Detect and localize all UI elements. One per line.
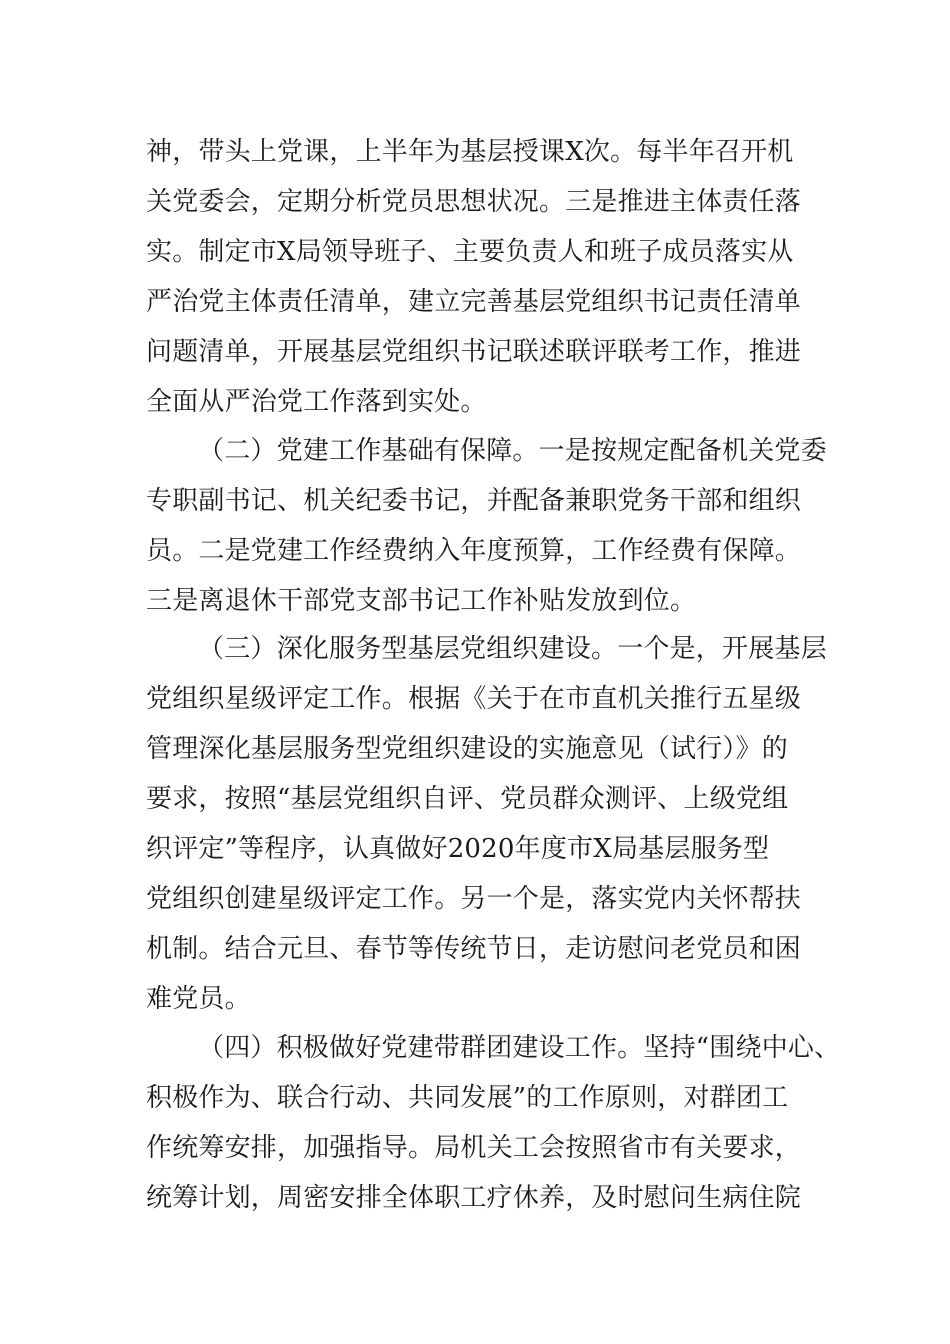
text-line: 织评定”等程序，认真做好2020年度市X局基层服务型 [146, 834, 770, 864]
text-line: 实。制定市X局领导班子、主要负责人和班子成员落实从 [146, 237, 794, 267]
text-line: 党组织创建星级评定工作。另一个是，落实党内关怀帮扶 [146, 884, 802, 914]
text-line: 严治党主体责任清单，建立完善基层党组织书记责任清单 [146, 287, 802, 317]
text-line: 管理深化基层服务型党组织建设的实施意见（试行）》的 [146, 734, 789, 764]
paragraph-heading-4: （四）积极做好党建带群团建设工作。坚持“围绕中心、 [198, 1033, 841, 1063]
text-line: 全面从严治党工作落到实处。 [146, 387, 487, 417]
text-line: 要求，按照“基层党组织自评、党员群众测评、上级党组 [146, 784, 789, 814]
text-line: 关党委会，定期分析党员思想状况。三是推进主体责任落 [146, 187, 802, 217]
text-line: 统筹计划，周密安排全体职工疗休养，及时慰问生病住院 [146, 1183, 802, 1213]
text-line: 党组织星级评定工作。根据《关于在市直机关推行五星级 [146, 684, 802, 714]
text-line: 专职副书记、机关纪委书记，并配备兼职党务干部和组织 [146, 486, 802, 516]
text-line: 三是离退休干部党支部书记工作补贴发放到位。 [146, 586, 697, 616]
paragraph-heading-3: （三）深化服务型基层党组织建设。一个是，开展基层 [198, 634, 827, 664]
text-line: 作统筹安排，加强指导。局机关工会按照省市有关要求， [146, 1133, 802, 1163]
paragraph-heading-2: （二）党建工作基础有保障。一是按规定配备机关党委 [198, 436, 827, 466]
text-line: 问题清单，开展基层党组织书记联述联评联考工作，推进 [146, 337, 802, 367]
text-line: 员。二是党建工作经费纳入年度预算，工作经费有保障。 [146, 536, 802, 566]
text-line: 机制。结合元旦、春节等传统节日，走访慰问老党员和困 [146, 934, 802, 964]
text-line: 积极作为、联合行动、共同发展”的工作原则，对群团工 [146, 1083, 789, 1113]
text-line: 难党员。 [146, 984, 251, 1014]
text-line: 神，带头上党课，上半年为基层授课X次。每半年召开机 [146, 137, 794, 167]
